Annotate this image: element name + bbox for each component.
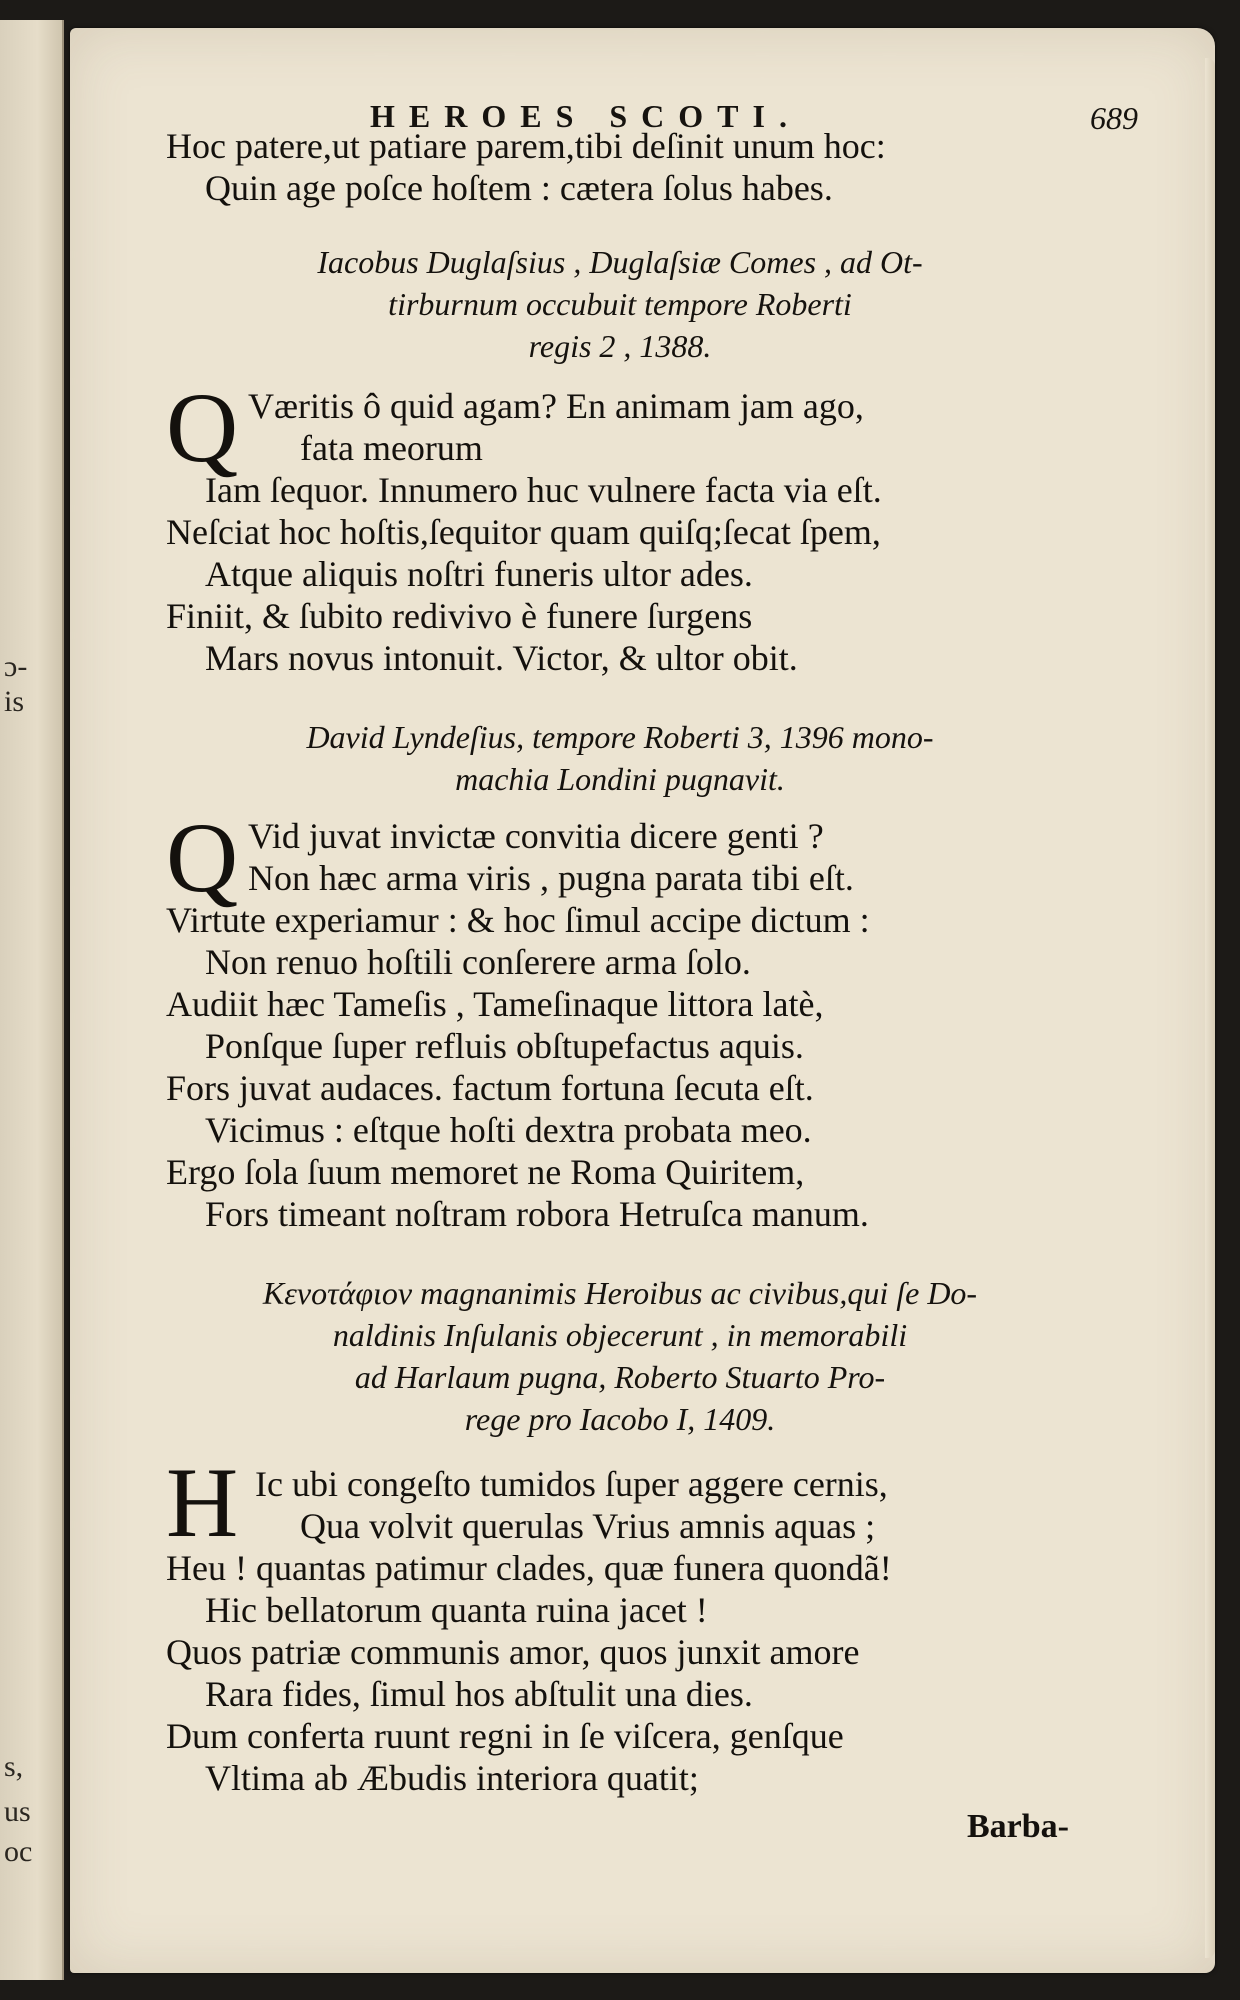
verse-line: Iam ſequor. Innumero huc vulnere facta via eſt. (205, 470, 882, 510)
catchword: Barba- (967, 1808, 1069, 1845)
verse-line: Fors juvat audaces. factum fortuna ſecuta eſt. (166, 1068, 814, 1108)
page-edge (1205, 58, 1215, 1958)
page-number: 689 (1090, 100, 1138, 136)
section-heading: tirburnum occubuit tempore Roberti (388, 286, 852, 322)
verse-line: Non renuo hoſtili conſerere arma ſolo. (205, 942, 751, 982)
verse-line: Non hæc arma viris , pugna parata tibi eſt. (248, 858, 854, 898)
verse-line: Vid juvat invictæ convitia dicere genti ? (248, 816, 824, 856)
section-heading: naldinis Inſulanis objecerunt , in memorabili (332, 1317, 908, 1353)
verse-line: Quin age poſce hoſtem : cætera ſolus habes. (205, 168, 833, 208)
verse-line: Fors timeant noſtram robora Hetruſca manum. (205, 1194, 869, 1234)
verse-line: Dum conferta ruunt regni in ſe viſcera, genſque (166, 1716, 844, 1756)
section-heading: machia Londini pugnavit. (455, 761, 785, 797)
verse-line: Finiit, & ſubito redivivo è funere ſurgens (166, 596, 753, 636)
verse-line: Vicimus : eſtque hoſti dextra probata meo. (205, 1110, 812, 1150)
verse-line: Audiit hæc Tameſis , Tameſinaque littora latè, (166, 984, 824, 1024)
section-heading: Κενοτάφιον magnanimis Heroibus ac civibus,qui ſe Do- (262, 1275, 978, 1311)
verse-line: Vltima ab Æbudis interiora quatit; (205, 1758, 699, 1798)
verse-line: Virtute experiamur : & hoc ſimul accipe dictum : (166, 900, 870, 940)
facing-fragment: ɔ- (4, 650, 28, 683)
drop-cap: Q (166, 372, 239, 483)
facing-fragment: s, (4, 1750, 24, 1783)
verse-line: Rara fides, ſimul hos abſtulit una dies. (205, 1674, 753, 1714)
verse-line: Hic bellatorum quanta ruina jacet ! (205, 1590, 708, 1630)
verse-line: Ic ubi congeſto tumidos ſuper aggere cernis, (255, 1464, 888, 1504)
book-page (70, 28, 1215, 1973)
section-heading: rege pro Iacobo I, 1409. (464, 1401, 776, 1437)
verse-line: Heu ! quantas patimur clades, quæ funera quondã! (166, 1548, 892, 1588)
verse-line: Ergo ſola ſuum memoret ne Roma Quiritem, (166, 1152, 805, 1192)
drop-cap: H (166, 1447, 239, 1558)
section-heading: Iacobus Duglaſsius , Duglaſsiæ Comes , ad Ot- (317, 244, 923, 280)
facing-fragment: oc (4, 1835, 33, 1868)
facing-page-edge (0, 20, 64, 1980)
drop-cap: Q (166, 802, 239, 913)
verse-line: Væritis ô quid agam? En animam jam ago, (248, 386, 864, 426)
verse-line: Quos patriæ communis amor, quos junxit amore (166, 1632, 860, 1672)
verse-line: Hoc patere,ut patiare parem,tibi deſinit unum hoc: (166, 126, 886, 166)
verse-line: Mars novus intonuit. Victor, & ultor obit. (205, 638, 798, 678)
verse-line: Ponſque ſuper refluis obſtupefactus aquis. (205, 1026, 804, 1066)
running-title: HEROES SCOTI. (370, 98, 801, 134)
verse-line: Qua volvit querulas Vrius amnis aquas ; (300, 1506, 876, 1546)
section-heading: David Lyndeſius, tempore Roberti 3, 1396 mono- (306, 719, 934, 755)
section-heading: ad Harlaum pugna, Roberto Stuarto Pro- (354, 1359, 886, 1395)
verse-line: Neſciat hoc hoſtis,ſequitor quam quiſq;ſecat ſpem, (166, 512, 881, 552)
section-heading: regis 2 , 1388. (528, 328, 712, 364)
facing-fragment: is (4, 685, 25, 718)
facing-fragment: us (4, 1795, 31, 1828)
verse-line: fata meorum (300, 428, 483, 468)
verse-line: Atque aliquis noſtri funeris ultor ades. (205, 554, 753, 594)
